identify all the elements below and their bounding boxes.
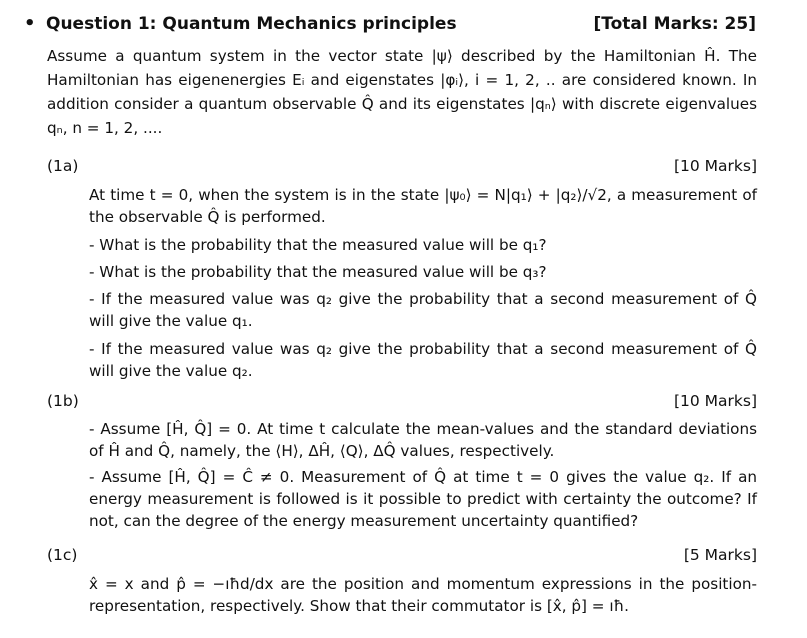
total-marks: [Total Marks: 25] xyxy=(593,14,756,34)
question-title: Question 1: Quantum Mechanics principles xyxy=(46,14,457,34)
part-1a-q2: - What is the probability that the measured value will be q₃? xyxy=(89,263,547,281)
part-1b-q1: - Assume [Ĥ, Q̂] = 0. At time t calculate the mean-values and the standard deviations of Ĥ and Q̂, namely, the ⟨H⟩, ΔĤ, ⟨Q⟩, ΔQ̂ values, respectively. xyxy=(89,420,757,460)
part-1a-q4: - If the measured value was q₂ give the probability that a second measurement of Q̂ will give the value q₂. xyxy=(89,340,757,380)
part-1c-marks: [5 Marks] xyxy=(683,546,757,564)
question-intro: Assume a quantum system in the vector state |ψ⟩ described by the Hamiltonian Ĥ. The Hamiltonian has eigenenergies Eᵢ and eigenstates |φᵢ⟩, i = 1, 2, .. are considered known. In addition consider a quantum observable Q̂ and its eigenstates |qₙ⟩ with discrete eigenvalues qₙ, n = 1, 2, .... xyxy=(47,47,757,137)
part-1a-intro: At time t = 0, when the system is in the state |ψ₀⟩ = N|q₁⟩ + |q₂⟩/√2, a measurement of the observable Q̂ is performed. xyxy=(89,186,757,226)
part-1c-q1: x̂ = x and p̂ = −ıħd/dx are the position and momentum expressions in the position-representation, respectively. Show that their commutator is [x̂, p̂] = ıħ. xyxy=(89,575,757,615)
part-1c-label: (1c) xyxy=(47,546,78,564)
part-1a-label: (1a) xyxy=(47,157,79,175)
part-1a-q3: - If the measured value was q₂ give the probability that a second measurement of Q̂ will give the value q₁. xyxy=(89,290,757,330)
bullet-icon: • xyxy=(24,13,36,34)
part-1b-label: (1b) xyxy=(47,392,79,410)
part-1b-marks: [10 Marks] xyxy=(673,392,757,410)
question-header xyxy=(24,14,756,38)
part-1a-q1: - What is the probability that the measured value will be q₁? xyxy=(89,236,547,254)
part-1b-q2: - Assume [Ĥ, Q̂] = Ĉ ≠ 0. Measurement of Q̂ at time t = 0 gives the value q₂. If an energy measurement is followed is it possible to predict with certainty the outcome? If not, can the degree of the energy measurement uncertainty quantified? xyxy=(89,468,757,530)
part-1a-marks: [10 Marks] xyxy=(673,157,757,175)
